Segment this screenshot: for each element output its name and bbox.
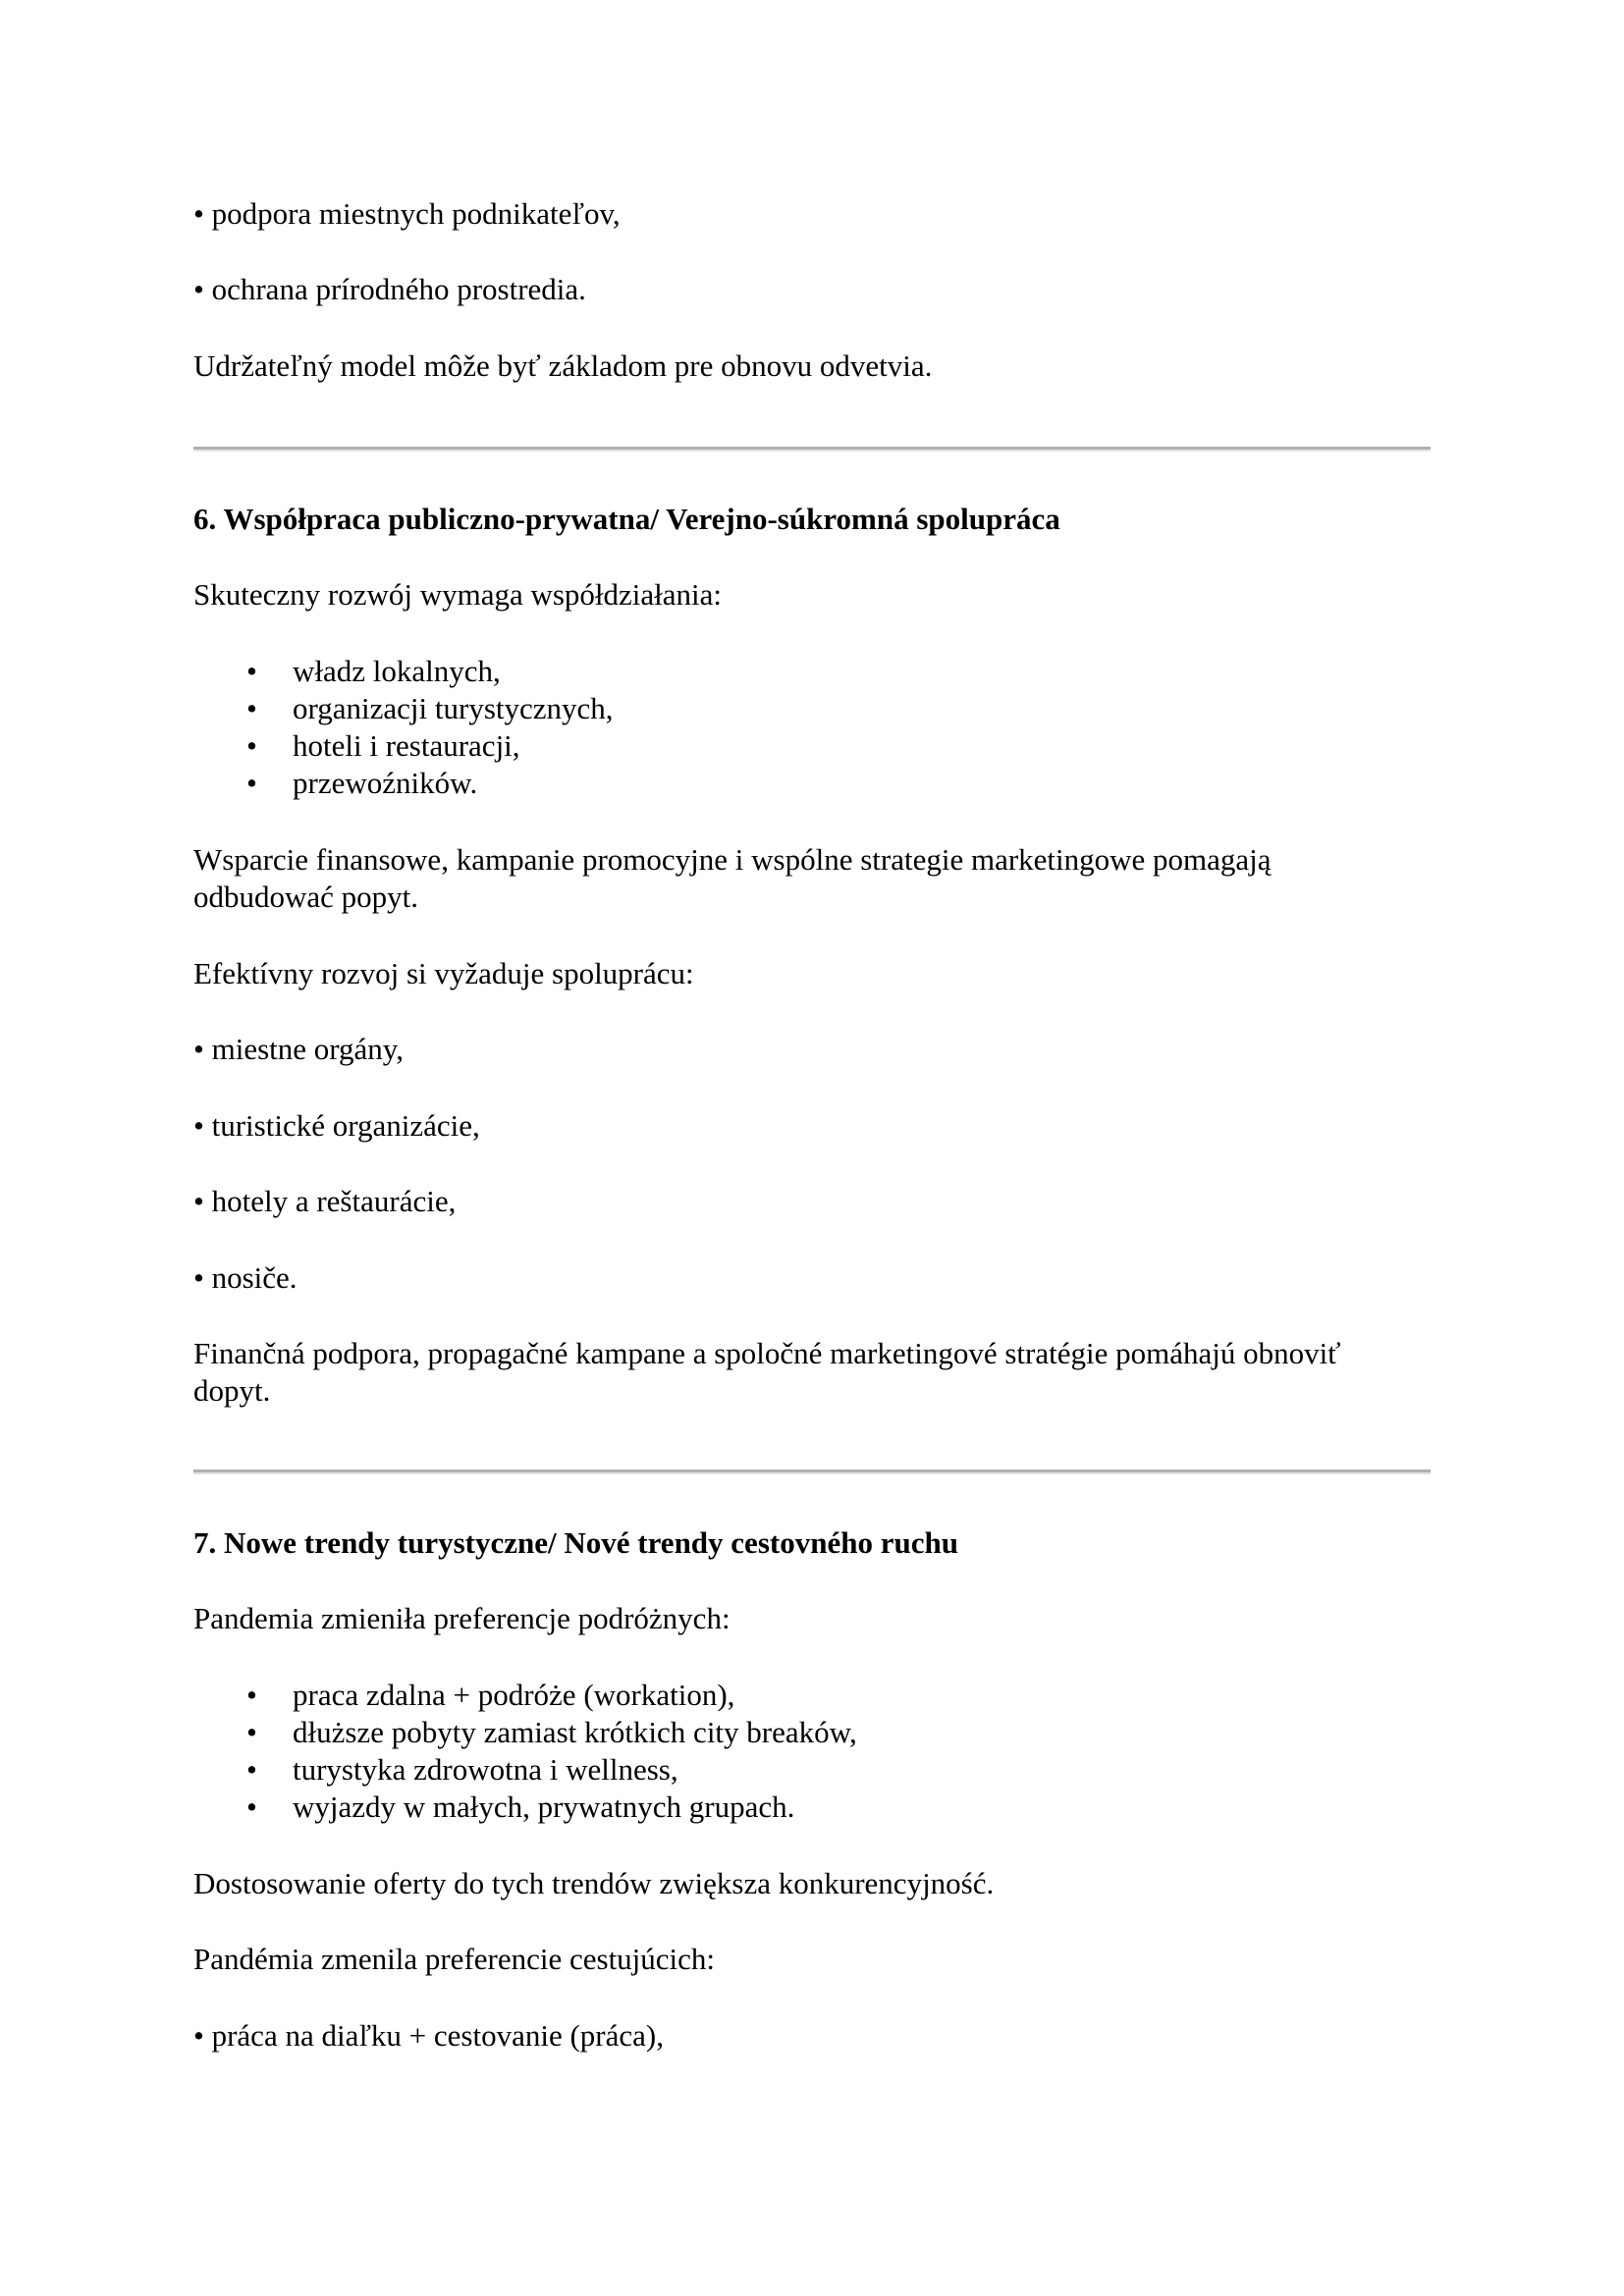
bullet-icon: • <box>246 691 257 725</box>
paragraph: Pandémia zmenila preferencie cestujúcich: <box>193 1942 716 1976</box>
section-heading: 7. Nowe trendy turystyczne/ Nové trendy cestovného ruchu <box>193 1525 958 1560</box>
paragraph-line: odbudować popyt. <box>193 880 419 914</box>
bullet-icon: • <box>246 1752 257 1787</box>
list-item: • miestne orgány, <box>193 1032 405 1066</box>
list-item: • nosiče. <box>193 1260 298 1295</box>
paragraph-line: Finančná podpora, propagačné kampane a spoločné marketingové stratégie pomáhajú obnoviť <box>193 1336 1341 1370</box>
list-item-text: turystyka zdrowotna i wellness, <box>293 1752 678 1787</box>
bullet-icon: • <box>246 654 257 688</box>
list-item: • práca na diaľku + cestovanie (práca), <box>193 2018 664 2053</box>
paragraph: Efektívny rozvoj si vyžaduje spoluprácu: <box>193 956 694 990</box>
list-item: • ochrana prírodného prostredia. <box>193 272 586 306</box>
list-item-text: przewoźników. <box>293 766 478 800</box>
list-item-text: praca zdalna + podróże (workation), <box>293 1678 735 1712</box>
paragraph: Udržateľný model môže byť základom pre obnovu odvetvia. <box>193 348 933 383</box>
bullet-icon: • <box>246 728 257 763</box>
horizontal-rule <box>193 447 1431 452</box>
paragraph: Dostosowanie oferty do tych trendów zwiększa konkurencyjność. <box>193 1866 995 1900</box>
horizontal-rule <box>193 1469 1431 1474</box>
list-item: • podpora miestnych podnikateľov, <box>193 196 621 231</box>
paragraph: Skuteczny rozwój wymaga współdziałania: <box>193 577 723 612</box>
list-item: • hotely a reštaurácie, <box>193 1184 457 1218</box>
list-item-text: hoteli i restauracji, <box>293 728 520 763</box>
list-item-text: władz lokalnych, <box>293 654 501 688</box>
list-item-text: wyjazdy w małych, prywatnych grupach. <box>293 1789 795 1824</box>
bullet-icon: • <box>246 766 257 800</box>
paragraph-line: dopyt. <box>193 1373 271 1408</box>
list-item-text: organizacji turystycznych, <box>293 691 614 725</box>
list-item: • turistické organizácie, <box>193 1108 480 1143</box>
bullet-icon: • <box>246 1789 257 1824</box>
paragraph-line: Wsparcie finansowe, kampanie promocyjne i wspólne strategie marketingowe pomagają <box>193 842 1272 877</box>
paragraph: Pandemia zmieniła preferencje podróżnych: <box>193 1601 731 1635</box>
bullet-icon: • <box>246 1678 257 1712</box>
section-heading: 6. Współpraca publiczno-prywatna/ Verejno-súkromná spolupráca <box>193 502 1060 536</box>
bullet-icon: • <box>246 1715 257 1749</box>
list-item-text: dłuższe pobyty zamiast krótkich city breaków, <box>293 1715 857 1749</box>
